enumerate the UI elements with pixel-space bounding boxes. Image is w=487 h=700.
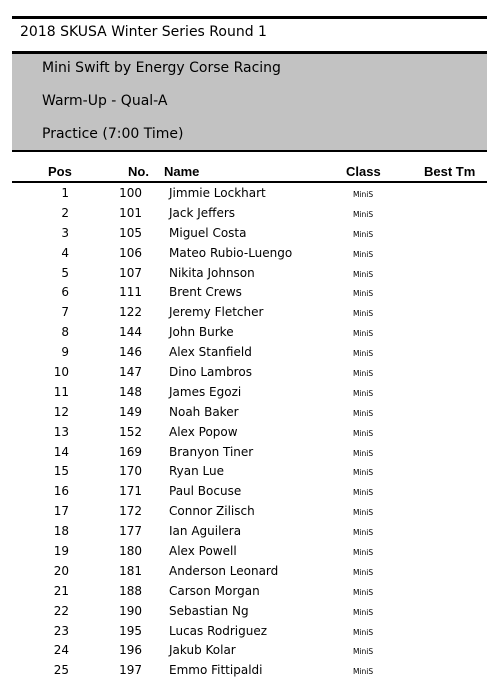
row-pos: 24	[53, 643, 69, 658]
row-pos: 18	[53, 524, 69, 539]
row-number: 106	[119, 245, 142, 260]
row-name: John Burke	[169, 325, 234, 340]
row-number: 101	[119, 205, 142, 220]
row-name: Ryan Lue	[169, 464, 225, 479]
row-class: MiniS	[353, 488, 374, 498]
top-divider	[12, 16, 487, 19]
row-name: Dino Lambros	[169, 365, 252, 380]
row-name: Ian Aguilera	[169, 524, 242, 539]
row-number: 111	[119, 285, 142, 300]
row-name: Sebastian Ng	[169, 603, 249, 618]
row-pos: 17	[53, 504, 69, 519]
row-pos: 8	[61, 325, 69, 340]
row-number: 188	[119, 583, 142, 598]
row-name: Brent Crews	[169, 285, 242, 300]
row-class: MiniS	[353, 408, 374, 418]
row-class: MiniS	[353, 468, 374, 478]
row-pos: 12	[53, 404, 69, 419]
event-title: 2018 SKUSA Winter Series Round 1	[20, 24, 267, 40]
row-number: 148	[119, 384, 142, 399]
row-number: 171	[119, 484, 142, 499]
row-number: 197	[119, 663, 142, 678]
row-pos: 13	[53, 424, 69, 439]
row-number: 100	[119, 186, 142, 200]
table-row	[0, 184, 487, 204]
row-pos: 25	[53, 663, 69, 678]
row-pos: 20	[53, 563, 69, 578]
table-row	[0, 244, 487, 264]
row-number: 180	[119, 544, 142, 559]
row-number: 144	[119, 325, 142, 340]
table-row	[0, 522, 487, 542]
row-number: 195	[119, 623, 142, 638]
table-row	[0, 562, 487, 582]
row-class: MiniS	[353, 428, 374, 438]
row-pos: 9	[61, 345, 69, 360]
row-name: Jeremy Fletcher	[169, 305, 264, 320]
row-name: Alex Powell	[169, 544, 237, 559]
table-row	[0, 303, 487, 323]
row-class: MiniS	[353, 528, 374, 538]
results-table	[0, 184, 487, 681]
row-class: MiniS	[353, 329, 374, 339]
row-class: MiniS	[353, 229, 374, 239]
table-row	[0, 403, 487, 423]
row-name: Anderson Leonard	[169, 563, 279, 578]
row-name: Noah Baker	[169, 404, 239, 419]
column-header-best-time: Best Tm	[424, 164, 476, 179]
table-row	[0, 482, 487, 502]
row-name: Lucas Rodriguez	[169, 623, 268, 638]
row-pos: 3	[61, 225, 69, 240]
row-class: MiniS	[353, 567, 374, 577]
row-pos: 23	[53, 623, 69, 638]
row-name: Carson Morgan	[169, 583, 260, 598]
table-row	[0, 582, 487, 602]
row-pos: 2	[61, 205, 69, 220]
row-name: Jimmie Lockhart	[169, 186, 266, 200]
row-class: MiniS	[353, 508, 374, 518]
table-row	[0, 204, 487, 224]
row-class: MiniS	[353, 349, 374, 359]
row-name: Nikita Johnson	[169, 265, 255, 280]
row-class: MiniS	[353, 448, 374, 458]
row-name: Branyon Tiner	[169, 444, 254, 459]
row-name: James Egozi	[169, 384, 242, 399]
session-header	[12, 51, 487, 152]
row-number: 169	[119, 444, 142, 459]
table-row	[0, 462, 487, 482]
row-number: 170	[119, 464, 142, 479]
row-class: MiniS	[353, 209, 374, 219]
row-number: 147	[119, 365, 142, 380]
column-header-class: Class	[346, 164, 381, 179]
row-name: Miguel Costa	[169, 225, 247, 240]
row-class: MiniS	[353, 627, 374, 637]
table-row	[0, 363, 487, 383]
row-number: 177	[119, 524, 142, 539]
row-class: MiniS	[353, 607, 374, 617]
row-class: MiniS	[353, 289, 374, 299]
table-row	[0, 641, 487, 661]
table-row	[0, 264, 487, 284]
row-number: 181	[119, 563, 142, 578]
row-class: MiniS	[353, 548, 374, 558]
row-name: Alex Stanfield	[169, 345, 252, 360]
row-name: Jack Jeffers	[169, 205, 236, 220]
row-class: MiniS	[353, 269, 374, 279]
row-number: 122	[119, 305, 142, 320]
row-pos: 22	[53, 603, 69, 618]
row-pos: 4	[61, 245, 69, 260]
session-title: Warm-Up - Qual-A	[42, 93, 168, 109]
row-class: MiniS	[353, 190, 374, 199]
row-number: 152	[119, 424, 142, 439]
row-name: Emmo Fittipaldi	[169, 663, 263, 678]
row-pos: 1	[61, 186, 69, 200]
table-row	[0, 283, 487, 303]
column-header-no: No.	[128, 164, 149, 179]
row-number: 146	[119, 345, 142, 360]
row-name: Connor Zilisch	[169, 504, 255, 519]
table-row	[0, 622, 487, 642]
row-pos: 21	[53, 583, 69, 598]
column-header-name: Name	[164, 164, 200, 179]
row-pos: 7	[61, 305, 69, 320]
class-title: Mini Swift by Energy Corse Racing	[42, 60, 281, 76]
row-pos: 14	[53, 444, 69, 459]
row-class: MiniS	[353, 667, 374, 677]
row-number: 172	[119, 504, 142, 519]
row-pos: 16	[53, 484, 69, 499]
row-name: Mateo Rubio-Luengo	[169, 245, 293, 260]
row-class: MiniS	[353, 647, 374, 657]
row-number: 190	[119, 603, 142, 618]
table-row	[0, 661, 487, 681]
table-row	[0, 502, 487, 522]
row-pos: 6	[61, 285, 69, 300]
table-row	[0, 602, 487, 622]
row-class: MiniS	[353, 388, 374, 398]
row-class: MiniS	[353, 249, 374, 259]
row-class: MiniS	[353, 369, 374, 379]
row-number: 105	[119, 225, 142, 240]
header-divider	[12, 181, 487, 183]
row-class: MiniS	[353, 309, 374, 319]
row-number: 149	[119, 404, 142, 419]
table-row	[0, 323, 487, 343]
row-pos: 15	[53, 464, 69, 479]
row-name: Jakub Kolar	[169, 643, 236, 658]
row-pos: 19	[53, 544, 69, 559]
row-name: Alex Popow	[169, 424, 238, 439]
table-row	[0, 423, 487, 443]
table-row	[0, 343, 487, 363]
table-row	[0, 383, 487, 403]
row-pos: 11	[53, 384, 69, 399]
row-pos: 5	[61, 265, 69, 280]
session-type: Practice (7:00 Time)	[42, 126, 184, 142]
table-row	[0, 542, 487, 562]
row-class: MiniS	[353, 587, 374, 597]
row-name: Paul Bocuse	[169, 484, 242, 499]
table-row	[0, 443, 487, 463]
row-number: 196	[119, 643, 142, 658]
column-header-pos: Pos	[48, 164, 72, 179]
row-pos: 10	[53, 365, 69, 380]
row-number: 107	[119, 265, 142, 280]
table-row	[0, 224, 487, 244]
